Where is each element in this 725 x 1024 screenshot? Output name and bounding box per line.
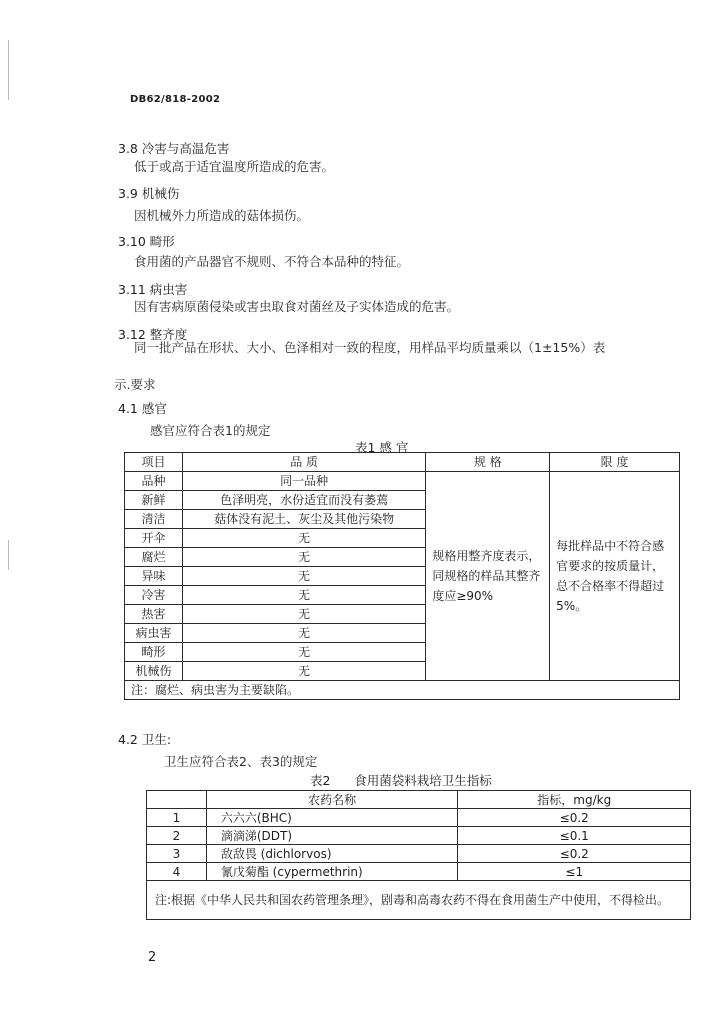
table-cell-index: 1: [147, 809, 207, 827]
table-cell-item: 冷害: [125, 586, 183, 605]
table-cell-item: 品种: [125, 472, 183, 491]
table-cell-index: 4: [147, 863, 207, 881]
table1-caption: 表1 感 官: [355, 440, 409, 455]
table2-note: 注:根据《中华人民共和国农药管理条理》，剧毒和高毒农药不得在食用菌生产中使用，不得检出。: [147, 881, 691, 920]
table-header-cell: 项目: [125, 453, 183, 472]
section-3-10-body: 食用菌的产品器官不规则、不符合本品种的特征。: [134, 254, 410, 269]
section-3-11-body: 因有害病原菌侵染或害虫取食对菌丝及子实体造成的危害。: [134, 299, 460, 314]
table-cell-pesticide: 六六六(BHC): [206, 809, 458, 827]
table-header-cell: 指标，mg/kg: [458, 791, 691, 809]
section-4-title: 示.要求: [114, 377, 156, 392]
table-row: [125, 472, 680, 491]
spec-text-cell: 规格用整齐度表示，同规格的样品其整齐度应≥90%: [426, 472, 550, 681]
table-cell-quality: 色泽明亮，水份适宜而没有萎蔫: [182, 491, 425, 510]
table-cell-quality: 无: [182, 548, 425, 567]
table-cell-quality: 无: [182, 624, 425, 643]
section-4-2-intro: 卫生应符合表2、表3的规定: [164, 754, 318, 769]
table-cell-limit: ≤0.2: [458, 809, 691, 827]
table-cell-pesticide: 敌敌畏 (dichlorvos): [206, 845, 458, 863]
section-3-8-heading: 3.8 冷害与高温危害: [118, 141, 230, 156]
table-cell-item: 热害: [125, 605, 183, 624]
section-4-2-heading: 4.2 卫生:: [118, 732, 172, 747]
section-3-8-body: 低于或高于适宜温度所造成的危害。: [134, 159, 335, 174]
table-cell-item: 病虫害: [125, 624, 183, 643]
table-cell-item: 腐烂: [125, 548, 183, 567]
table-cell-item: 新鲜: [125, 491, 183, 510]
table-row: [147, 809, 691, 827]
scan-margin-mark: [8, 40, 9, 100]
section-3-11-heading: 3.11 病虫害: [118, 282, 188, 297]
table-cell-quality: 无: [182, 605, 425, 624]
table-row: [147, 845, 691, 863]
section-3-9-body: 因机械外力所造成的菇体损伤。: [134, 208, 310, 223]
table2-caption: 表2 食用菌袋料栽培卫生指标: [310, 773, 492, 788]
table-cell-pesticide: 氰戊菊酯 (cypermethrin): [206, 863, 458, 881]
table-cell-limit: ≤1: [458, 863, 691, 881]
table-cell-pesticide: 滴滴涕(DDT): [206, 827, 458, 845]
limit-text-cell: 每批样品中不符合感官要求的按质量计，总不合格率不得超过5%。: [550, 472, 680, 681]
table-header-cell: [147, 791, 207, 809]
table-cell-item: 机械伤: [125, 662, 183, 681]
sensory-table: [124, 452, 680, 700]
table-note-row: [147, 881, 691, 920]
table-cell-index: 2: [147, 827, 207, 845]
table-cell-quality: 菇体没有泥土、灰尘及其他污染物: [182, 510, 425, 529]
document-code: DB62/818-2002: [130, 94, 221, 105]
table-header-cell: 规 格: [426, 453, 550, 472]
table-cell-item: 开伞: [125, 529, 183, 548]
table-cell-quality: 无: [182, 662, 425, 681]
section-3-10-heading: 3.10 畸形: [118, 234, 175, 249]
table1-note: 注：腐烂、病虫害为主要缺陷。: [125, 681, 680, 700]
table-header-row: [125, 453, 680, 472]
section-3-12-body: 同一批产品在形状、大小、色泽相对一致的程度，用样品平均质量乘以（1±15%）表: [134, 340, 606, 355]
hygiene-table: [146, 790, 691, 920]
table-header-cell: 品 质: [182, 453, 425, 472]
table-cell-limit: ≤0.1: [458, 827, 691, 845]
table-cell-quality: 无: [182, 586, 425, 605]
section-4-1-heading: 4.1 感官: [118, 401, 167, 416]
table-note-row: [125, 681, 680, 700]
table-row: [147, 863, 691, 881]
table-header-cell: 限 度: [550, 453, 680, 472]
table-cell-item: 异味: [125, 567, 183, 586]
table-header-cell: 农药名称: [206, 791, 458, 809]
table-header-row: [147, 791, 691, 809]
table-cell-limit: ≤0.2: [458, 845, 691, 863]
table-row: [147, 827, 691, 845]
page-number: 2: [148, 950, 157, 965]
table-cell-item: 清洁: [125, 510, 183, 529]
table-cell-quality: 同一品种: [182, 472, 425, 491]
table-cell-index: 3: [147, 845, 207, 863]
table-cell-item: 畸形: [125, 643, 183, 662]
table-cell-quality: 无: [182, 567, 425, 586]
section-4-1-intro: 感官应符合表1的规定: [150, 423, 271, 438]
section-3-12-heading: 3.12 整齐度: [118, 327, 188, 342]
section-3-9-heading: 3.9 机械伤: [118, 186, 180, 201]
table-cell-quality: 无: [182, 643, 425, 662]
scan-margin-mark: [8, 540, 9, 570]
table-cell-quality: 无: [182, 529, 425, 548]
